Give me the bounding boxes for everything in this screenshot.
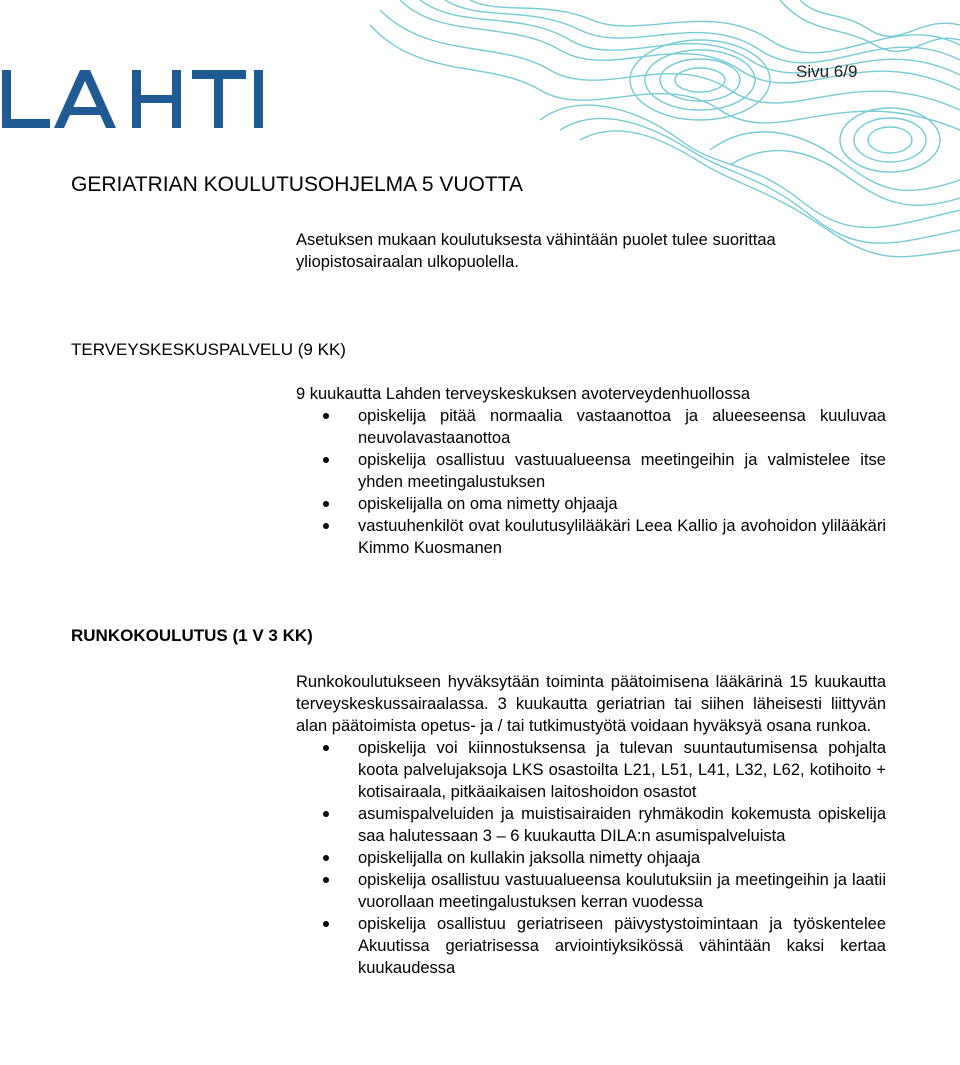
section-heading-terveyskeskus: TERVEYSKESKUSPALVELU (9 KK) xyxy=(71,340,346,359)
list-item: opiskelija osallistuu geriatriseen päivystystoimintaan ja työskentelee Akuutissa geriatrisessa arviointiyksikössä vähintään kaksi kertaa kuukaudessa xyxy=(296,913,886,979)
section2-body xyxy=(296,671,886,979)
intro-paragraph: Asetuksen mukaan koulutuksesta vähintään puolet tulee suorittaa yliopistosairaalan ulkopuolella. xyxy=(296,231,776,271)
list-item: opiskelija osallistuu vastuualueensa meetingeihin ja valmistelee itse yhden meetingalustuksen xyxy=(296,449,886,493)
section-heading-runkokoulutus: RUNKOKOULUTUS (1 V 3 KK) xyxy=(71,626,313,645)
lahti-logo xyxy=(2,68,264,135)
section2-lead: Runkokoulutukseen hyväksytään toiminta päätoimisena lääkärinä 15 kuukautta terveyskeskussairaalassa. 3 kuukautta geriatrian tai siihen läheisesti liittyvän alan päätoimista opetus- ja / tai tutkimustyötä voidaan hyväksyä osana runkoa. xyxy=(296,673,886,735)
section1-lead: 9 kuukautta Lahden terveyskeskuksen avoterveydenhuollossa xyxy=(296,385,751,403)
list-item: opiskelijalla on kullakin jaksolla nimetty ohjaaja xyxy=(296,847,886,869)
section1-bullet-list xyxy=(296,405,886,559)
list-item: opiskelija voi kiinnostuksensa ja tulevan suuntautumisensa pohjalta koota palvelujaksoja LKS osastoilta L21, L51, L41, L32, L62, kotihoito + kotisairaala, pitkäaikaisen laitoshoidon osastot xyxy=(296,737,886,803)
document-title: GERIATRIAN KOULUTUSOHJELMA 5 VUOTTA xyxy=(71,173,523,196)
logo-mark xyxy=(2,68,264,130)
list-item: asumispalveluiden ja muistisairaiden ryhmäkodin kokemusta opiskelija saa halutessaan 3 – 6 kuukautta DILA:n asumispalveluista xyxy=(296,803,886,847)
list-item: opiskelija osallistuu vastuualueensa koulutuksiin ja meetingeihin ja laatii vuorollaan meetingalustuksen kerran vuodessa xyxy=(296,869,886,913)
section2-bullet-list xyxy=(296,737,886,979)
list-item: opiskelijalla on oma nimetty ohjaaja xyxy=(296,493,886,515)
list-item: opiskelija pitää normaalia vastaanottoa ja alueeseensa kuuluvaa neuvolavastaanottoa xyxy=(296,405,886,449)
list-item: vastuuhenkilöt ovat koulutusylilääkäri Leea Kallio ja avohoidon ylilääkäri Kimmo Kuosmanen xyxy=(296,515,886,559)
section1-body xyxy=(296,383,886,559)
page-number: Sivu 6/9 xyxy=(796,62,858,81)
